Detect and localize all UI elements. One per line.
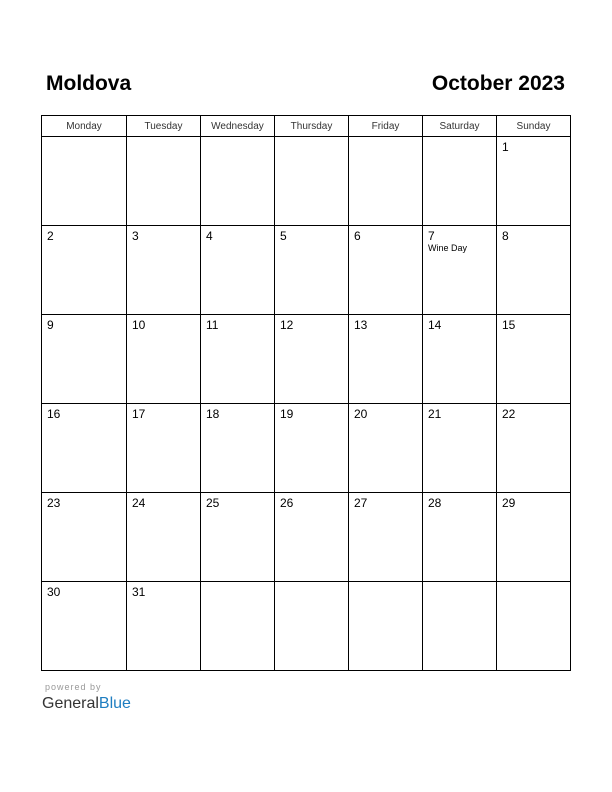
- day-cell: [201, 226, 275, 315]
- day-number: [127, 137, 200, 140]
- day-cell: [201, 315, 275, 404]
- powered-by-text: powered by: [45, 682, 102, 692]
- day-number: 3: [132, 229, 139, 243]
- day-cell: [127, 404, 201, 493]
- day-cell: [497, 137, 571, 226]
- day-number: [201, 137, 274, 140]
- day-cell: [349, 404, 423, 493]
- brand-general-text: General: [42, 695, 99, 712]
- day-cell: [497, 404, 571, 493]
- holiday-label: Wine Day: [428, 243, 468, 253]
- day-number: 10: [132, 318, 146, 332]
- day-cell: [127, 493, 201, 582]
- day-number: [423, 582, 496, 585]
- weekday-thursday: Thursday: [275, 116, 349, 137]
- day-cell: [497, 582, 571, 671]
- week-row: [42, 404, 571, 493]
- day-cell: [127, 315, 201, 404]
- day-number: 25: [206, 496, 220, 510]
- day-number: [423, 137, 496, 140]
- day-cell: [275, 315, 349, 404]
- day-number: 14: [428, 318, 442, 332]
- day-number: 31: [132, 585, 146, 599]
- weekday-monday: Monday: [42, 116, 127, 137]
- day-cell: [42, 137, 127, 226]
- day-number: 15: [502, 318, 516, 332]
- day-number: 24: [132, 496, 146, 510]
- day-number: 18: [206, 407, 220, 421]
- day-number: 28: [428, 496, 442, 510]
- day-number: 1: [502, 140, 509, 154]
- day-cell: [275, 226, 349, 315]
- week-row: [42, 137, 571, 226]
- day-number: 30: [47, 585, 61, 599]
- day-number: [201, 582, 274, 585]
- day-number: 2: [47, 229, 54, 243]
- day-cell: [349, 137, 423, 226]
- weekday-tuesday: Tuesday: [127, 116, 201, 137]
- day-number: [349, 137, 422, 140]
- day-number: 20: [354, 407, 368, 421]
- day-number: [497, 582, 570, 585]
- day-cell: [275, 493, 349, 582]
- country-title: Moldova: [46, 72, 132, 95]
- day-number: 29: [502, 496, 516, 510]
- month-year-title: October 2023: [431, 72, 565, 95]
- weekday-friday: Friday: [349, 116, 423, 137]
- day-cell: [42, 226, 127, 315]
- day-number: 23: [47, 496, 61, 510]
- brand-blue-text: Blue: [98, 695, 131, 712]
- day-cell: [275, 137, 349, 226]
- weekday-header-row: [42, 116, 571, 137]
- day-cell: [423, 493, 497, 582]
- day-cell: [127, 226, 201, 315]
- day-number: [42, 137, 126, 140]
- day-cell: [497, 226, 571, 315]
- week-row: [42, 315, 571, 404]
- week-row: [42, 493, 571, 582]
- day-cell: [349, 493, 423, 582]
- day-cell: [349, 226, 423, 315]
- day-cell: [423, 137, 497, 226]
- day-cell: [497, 315, 571, 404]
- day-cell: [497, 493, 571, 582]
- day-number: 9: [47, 318, 54, 332]
- day-number: 11: [206, 318, 219, 332]
- day-number: [349, 582, 422, 585]
- weekday-sunday: Sunday: [497, 116, 571, 137]
- day-number: 12: [280, 318, 294, 332]
- day-cell: [42, 582, 127, 671]
- week-row: [42, 582, 571, 671]
- day-number: 17: [132, 407, 146, 421]
- day-number: 8: [502, 229, 509, 243]
- day-number: 16: [47, 407, 61, 421]
- day-cell: [423, 404, 497, 493]
- day-cell: [42, 404, 127, 493]
- day-number: [275, 137, 348, 140]
- day-cell: [127, 582, 201, 671]
- day-cell: [423, 582, 497, 671]
- day-number: 22: [502, 407, 516, 421]
- day-cell: [127, 137, 201, 226]
- day-number: 27: [354, 496, 368, 510]
- day-cell: [201, 137, 275, 226]
- day-cell: [201, 582, 275, 671]
- day-number: 5: [280, 229, 287, 243]
- day-cell: [42, 315, 127, 404]
- day-number: 26: [280, 496, 294, 510]
- day-number: 4: [206, 229, 213, 243]
- day-cell: [349, 582, 423, 671]
- day-cell-holiday: [423, 226, 497, 315]
- day-cell: [349, 315, 423, 404]
- weekday-saturday: Saturday: [423, 116, 497, 137]
- day-cell: [201, 404, 275, 493]
- day-cell: [42, 493, 127, 582]
- day-number: 19: [280, 407, 294, 421]
- day-number: [275, 582, 348, 585]
- day-number: 6: [354, 229, 361, 243]
- day-number: 21: [428, 407, 442, 421]
- day-cell: [201, 493, 275, 582]
- week-row: [42, 226, 571, 315]
- weekday-wednesday: Wednesday: [201, 116, 275, 137]
- footer-branding: [42, 682, 131, 714]
- day-number: 13: [354, 318, 368, 332]
- brand-logo[interactable]: [42, 694, 131, 714]
- day-cell: [275, 582, 349, 671]
- calendar-grid: [41, 115, 571, 671]
- day-number: 7: [428, 229, 435, 243]
- day-cell: [275, 404, 349, 493]
- day-cell: [423, 315, 497, 404]
